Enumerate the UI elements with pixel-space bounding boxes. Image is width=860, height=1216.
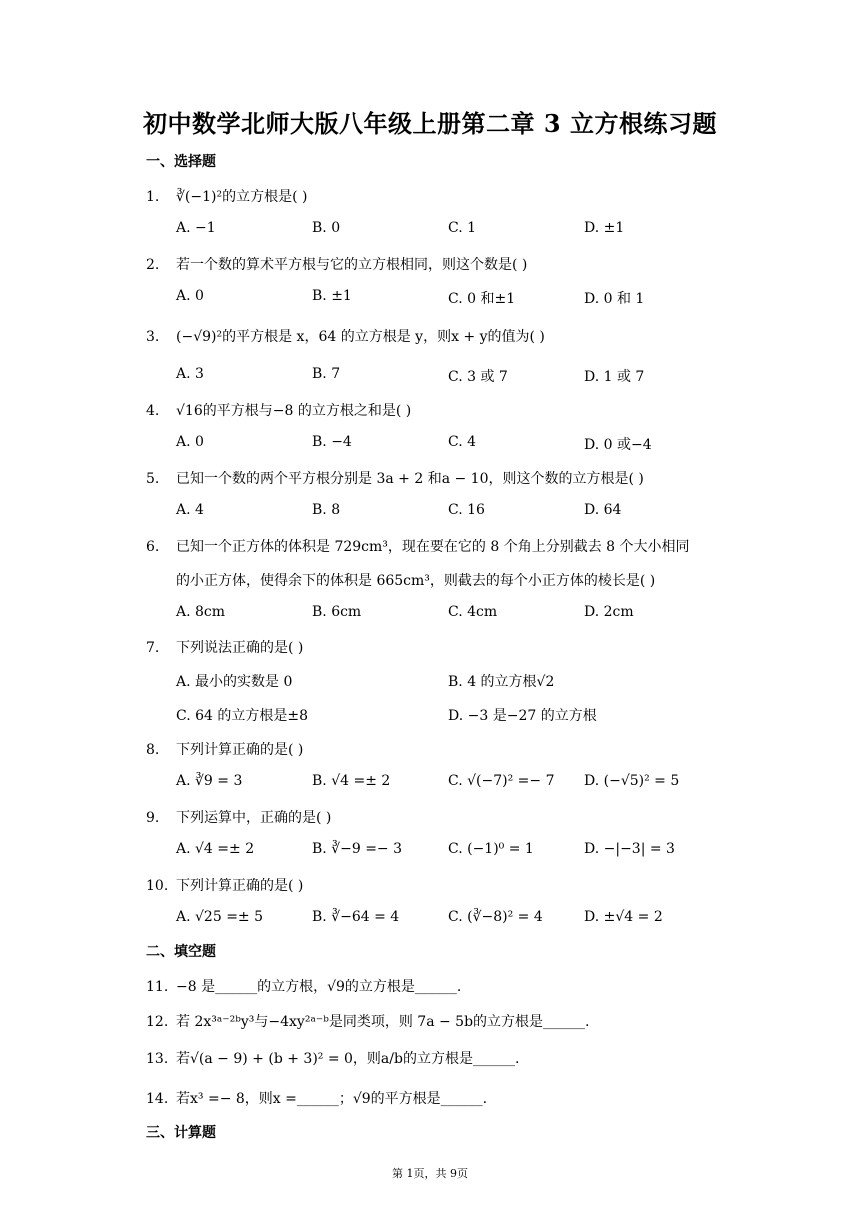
question-stem: 若 2x³ᵃ⁻²ᵇy³与−4xy²ᵃ⁻ᵇ是同类项，则 7a − 5b的立方根是______. bbox=[176, 1014, 590, 1030]
option-b: B. ±1 bbox=[312, 288, 352, 304]
question-number: 8. bbox=[146, 742, 160, 758]
option-d: D. 64 bbox=[584, 502, 622, 518]
question-stem: ∛(−1)²的立方根是( ) bbox=[176, 189, 308, 205]
question-stem: 若一个数的算术平方根与它的立方根相同，则这个数是( ) bbox=[176, 257, 528, 273]
option-d: D. 0 和 1 bbox=[584, 291, 645, 307]
option-c: C. 4 bbox=[448, 434, 477, 450]
question-stem: 下列计算正确的是( ) bbox=[176, 878, 304, 894]
question-stem: −8 是______的立方根，√9的立方根是______. bbox=[176, 979, 462, 995]
option-a: A. 4 bbox=[176, 502, 204, 518]
question-number: 13. bbox=[146, 1051, 169, 1067]
option-a: A. 8cm bbox=[176, 604, 226, 620]
option-b: B. ∛−64 = 4 bbox=[312, 909, 400, 925]
option-b: B. −4 bbox=[312, 434, 352, 450]
option-b: B. 8 bbox=[312, 502, 341, 518]
question-stem: 下列计算正确的是( ) bbox=[176, 742, 304, 758]
option-a: A. ∛9 = 3 bbox=[176, 773, 243, 789]
option-a: A. 最小的实数是 0 bbox=[176, 674, 293, 690]
option-d: D. 1 或 7 bbox=[584, 369, 645, 385]
question-stem: 若x³ =− 8，则x =______；√9的平方根是______. bbox=[176, 1091, 488, 1107]
question-number: 5. bbox=[146, 471, 160, 487]
section-heading-fill: 二、填空题 bbox=[146, 944, 216, 960]
question-number: 10. bbox=[146, 878, 169, 894]
option-a: A. 0 bbox=[176, 434, 204, 450]
option-d: D. ±1 bbox=[584, 220, 625, 236]
question-7 bbox=[146, 637, 303, 657]
question-number: 6. bbox=[146, 539, 160, 555]
question-stem: 已知一个正方体的体积是 729cm³，现在要在它的 8 个角上分别截去 8 个大小相同 bbox=[176, 539, 690, 555]
question-stem: 若√(a − 9) + (b + 3)² = 0，则a/b的立方根是______. bbox=[176, 1051, 520, 1067]
option-b: B. ∛−9 =− 3 bbox=[312, 841, 403, 857]
section-heading-choice: 一、选择题 bbox=[146, 154, 216, 170]
question-6-continued: 的小正方体，使得余下的体积是 665cm³，则截去的每个小正方体的棱长是( ) bbox=[176, 573, 656, 589]
question-number: 12. bbox=[146, 1014, 169, 1030]
option-b: B. 6cm bbox=[312, 604, 362, 620]
question-number: 4. bbox=[146, 403, 160, 419]
option-c: C. (∛−8)² = 4 bbox=[448, 909, 543, 925]
option-c: C. 1 bbox=[448, 220, 477, 236]
question-number: 3. bbox=[146, 329, 160, 345]
question-10 bbox=[146, 875, 303, 895]
option-c: C. 16 bbox=[448, 502, 485, 518]
option-d: D. −|−3| = 3 bbox=[584, 841, 675, 857]
question-1 bbox=[146, 186, 307, 206]
option-c: C. √(−7)² =− 7 bbox=[448, 773, 555, 789]
question-stem: 已知一个数的两个平方根分别是 3a + 2 和a − 10，则这个数的立方根是( ) bbox=[176, 471, 644, 487]
option-a: A. −1 bbox=[176, 220, 216, 236]
option-c: C. 3 或 7 bbox=[448, 369, 508, 385]
option-c: C. (−1)⁰ = 1 bbox=[448, 841, 534, 857]
option-b: B. 7 bbox=[312, 366, 341, 382]
page-title: 初中数学北师大版八年级上册第二章 3 立方根练习题 bbox=[143, 109, 717, 138]
option-a: A. 3 bbox=[176, 366, 204, 382]
option-d: D. (−√5)² = 5 bbox=[584, 773, 680, 789]
question-number: 11. bbox=[146, 979, 169, 995]
question-number: 1. bbox=[146, 189, 160, 205]
question-9 bbox=[146, 807, 331, 827]
option-a: A. √25 =± 5 bbox=[176, 909, 264, 925]
question-3 bbox=[146, 326, 545, 346]
page-footer: 第 1页，共 9页 bbox=[392, 1167, 468, 1180]
question-stem: 下列运算中，正确的是( ) bbox=[176, 810, 332, 826]
option-a: A. √4 =± 2 bbox=[176, 841, 255, 857]
option-d: D. ±√4 = 2 bbox=[584, 909, 663, 925]
option-b: B. 0 bbox=[312, 220, 341, 236]
question-number: 2. bbox=[146, 257, 160, 273]
option-b: B. 4 的立方根√2 bbox=[448, 674, 555, 690]
question-number: 9. bbox=[146, 810, 160, 826]
question-13 bbox=[146, 1048, 519, 1068]
question-stem: 下列说法正确的是( ) bbox=[176, 640, 304, 656]
question-number: 14. bbox=[146, 1091, 169, 1107]
question-14 bbox=[146, 1088, 487, 1108]
question-6 bbox=[146, 536, 690, 556]
option-a: A. 0 bbox=[176, 288, 204, 304]
question-stem: (−√9)²的平方根是 x，64 的立方根是 y，则x + y的值为( ) bbox=[176, 329, 545, 345]
question-2 bbox=[146, 254, 527, 274]
question-8 bbox=[146, 739, 303, 759]
question-5 bbox=[146, 468, 644, 488]
question-stem: √16的平方根与−8 的立方根之和是( ) bbox=[176, 403, 412, 419]
option-d: D. 2cm bbox=[584, 604, 634, 620]
option-c: C. 0 和±1 bbox=[448, 291, 516, 307]
option-d: D. 0 或−4 bbox=[584, 437, 652, 453]
section-heading-calc: 三、计算题 bbox=[146, 1125, 216, 1141]
question-11 bbox=[146, 976, 461, 996]
option-c: C. 64 的立方根是±8 bbox=[176, 708, 309, 724]
option-d: D. −3 是−27 的立方根 bbox=[448, 708, 597, 724]
question-4 bbox=[146, 400, 411, 420]
question-12 bbox=[146, 1011, 590, 1031]
option-b: B. √4 =± 2 bbox=[312, 773, 391, 789]
question-number: 7. bbox=[146, 640, 160, 656]
option-c: C. 4cm bbox=[448, 604, 498, 620]
